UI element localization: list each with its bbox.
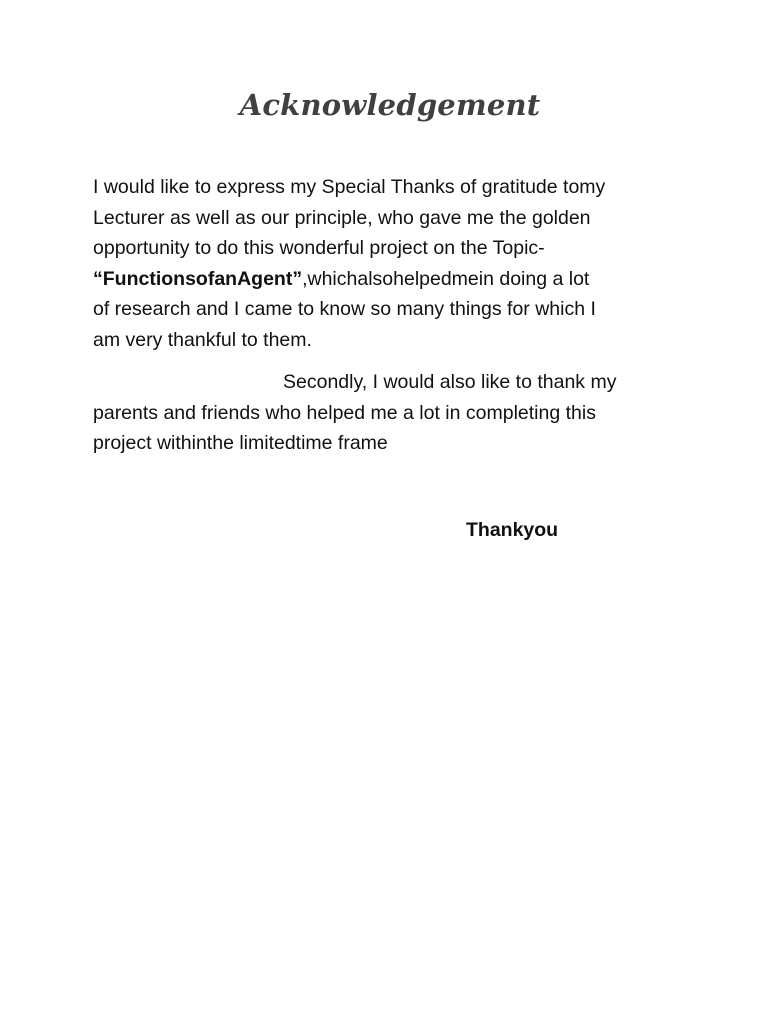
paragraph-line-topic [93, 264, 693, 295]
paragraph-line: project withinthe limitedtime frame [93, 432, 388, 455]
paragraph-line-indented [93, 367, 693, 398]
paragraph-line: Secondly, I would also like to thank my [283, 371, 617, 393]
paragraph-gratitude [93, 172, 693, 356]
paragraph-line: I would like to express my Special Thanks of gratitude tomy [93, 176, 606, 198]
paragraph-line: Lecturer as well as our principle, who gave me the golden [93, 206, 591, 229]
paragraph-secondly [93, 367, 693, 459]
paragraph-line: am very thankful to them. [93, 328, 312, 351]
paragraph-line: of research and I came to know so many things for which I [93, 298, 596, 321]
paragraph-line-continuation: ,whichalsohelpedmein doing a lot [302, 267, 590, 290]
closing-thankyou: Thankyou [466, 519, 559, 541]
page-title: Acknowledgement [239, 88, 541, 122]
paragraph-line: parents and friends who helped me a lot in completing this [93, 401, 596, 424]
paragraph-line: opportunity to do this wonderful project on the Topic- [93, 237, 545, 260]
project-topic: “FunctionsofanAgent” [93, 267, 303, 290]
